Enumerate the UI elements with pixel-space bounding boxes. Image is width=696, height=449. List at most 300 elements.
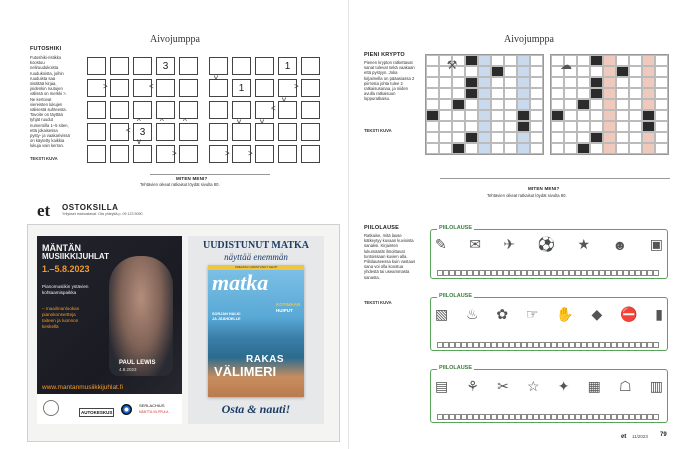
down-v-sign: v [137, 137, 141, 146]
crossword-cell[interactable] [517, 99, 530, 110]
mantan-url[interactable]: www.mantanmusiikkijuhlat.fi [42, 384, 123, 391]
crossword-cell[interactable] [590, 143, 603, 154]
plant-icon: ⚘ [466, 378, 479, 394]
futo-cell[interactable] [255, 57, 274, 75]
crossword-cell[interactable] [530, 99, 543, 110]
crossword-cell[interactable] [655, 143, 668, 154]
crossword-cell[interactable] [439, 143, 452, 154]
crossword-cell[interactable] [590, 55, 603, 66]
crossword-cell[interactable] [478, 110, 491, 121]
krypto-instructions: Pienen krypton ratkettavat sanat tulevat sekä vaakaan että pystyyn. Joka kirjaimella on pääasiassa 2 piirrosta johta tulee 2 ratkaisusanaa, ja niiden avulla ratkaisuun loppuratkaisu. [364, 60, 415, 102]
crossword-cell[interactable] [530, 121, 543, 132]
mantan-artist: PAUL LEWIS [119, 360, 156, 366]
crossword-cell[interactable] [642, 132, 655, 143]
piilolause-box-label: PIILOLAUSE [439, 293, 473, 299]
answer-boxes-1 [437, 270, 659, 276]
crossword-cell[interactable] [577, 55, 590, 66]
futo-cell[interactable] [209, 57, 228, 75]
crossword-cell[interactable] [577, 88, 590, 99]
right-section-title: Aivojumppa [504, 34, 554, 45]
crossword-cell[interactable] [642, 55, 655, 66]
less-than-sign: < [126, 126, 131, 135]
crossword-cell[interactable] [590, 66, 603, 77]
spread-divider [348, 0, 349, 449]
crossword-cell[interactable] [642, 66, 655, 77]
crossword-cell[interactable] [577, 110, 590, 121]
futo-cell[interactable] [301, 123, 320, 141]
greater-than-sign: > [172, 149, 177, 158]
matka-masthead: matka [212, 270, 269, 295]
crossword-cell[interactable] [504, 55, 517, 66]
futo-cell[interactable] [110, 123, 129, 141]
crossword-cell[interactable] [465, 121, 478, 132]
futo-cell[interactable] [133, 57, 152, 75]
futo-cell[interactable] [179, 57, 198, 75]
crossword-cell[interactable] [655, 88, 668, 99]
answer-letter-box[interactable] [653, 270, 659, 276]
futo-cell[interactable] [110, 101, 129, 119]
down-v-sign: v [260, 117, 264, 126]
futoshiki-grid-1 [87, 57, 198, 163]
crossword-cell[interactable] [629, 110, 642, 121]
futo-cell[interactable] [209, 123, 228, 141]
crossword-cell[interactable] [551, 143, 564, 154]
futo-cell[interactable] [87, 101, 106, 119]
crossword-cell[interactable] [642, 143, 655, 154]
crossword-cell[interactable] [551, 132, 564, 143]
crossword-cell[interactable] [491, 77, 504, 88]
matka-cta[interactable]: Osta & nauti! [221, 402, 291, 416]
futoshiki-credit: TEKSTI KUVA [30, 156, 58, 161]
crossword-cell[interactable] [629, 121, 642, 132]
futoshiki-grid-2 [209, 57, 320, 163]
crossword-cell[interactable] [517, 110, 530, 121]
futo-cell[interactable] [232, 101, 251, 119]
mantan-copy1: Pianomusiikin ystävien kohtaamispaikka [42, 284, 89, 295]
crossword-cell[interactable] [465, 110, 478, 121]
mantan-ad[interactable] [37, 236, 182, 424]
futo-cell[interactable] [110, 145, 129, 163]
crossword-cell[interactable] [642, 77, 655, 88]
crossword-cell[interactable] [577, 66, 590, 77]
piilolause-box-label: PIILOLAUSE [439, 225, 473, 231]
crossword-cell[interactable] [439, 110, 452, 121]
crossword-cell[interactable] [629, 66, 642, 77]
crossword-cell[interactable] [616, 143, 629, 154]
crossword-cell[interactable] [426, 99, 439, 110]
matka-valimeri: VÄLIMERI [214, 364, 277, 379]
ads-section-subtitle: Yritykset mainostavat. Ota yhteyttä p. 09 123 5090 [62, 212, 143, 216]
crossword-cell[interactable] [491, 110, 504, 121]
steam-icon: ♨ [466, 306, 479, 322]
piilolause-box-3 [430, 365, 668, 423]
crossword-cell[interactable] [465, 99, 478, 110]
crossword-cell[interactable] [452, 132, 465, 143]
crossword-cell[interactable] [530, 143, 543, 154]
crossword-cell[interactable] [452, 143, 465, 154]
up-caret-sign: ^ [183, 117, 187, 126]
crossword-cell[interactable] [491, 143, 504, 154]
crossword-cell[interactable] [478, 77, 491, 88]
piilolause-credit: TEKSTI KUVA [364, 300, 392, 305]
futo-cell[interactable] [255, 123, 274, 141]
envelope-icon: ✉ [469, 236, 481, 252]
crossword-cell[interactable] [452, 88, 465, 99]
mantan-title-line1: MÄNTÄN [42, 243, 81, 253]
piilolause-icons-2 [435, 306, 663, 323]
crossword-cell[interactable] [590, 77, 603, 88]
crossword-cell[interactable] [629, 77, 642, 88]
crossword-cell[interactable] [590, 110, 603, 121]
crossword-cell[interactable] [564, 132, 577, 143]
crossword-cell[interactable] [530, 88, 543, 99]
crossword-cell[interactable] [551, 110, 564, 121]
crossword-cell[interactable] [564, 77, 577, 88]
futo-cell[interactable] [156, 145, 175, 163]
ball-icon: ⚽ [537, 236, 556, 252]
piilolause-heading: PIILOLAUSE [364, 225, 400, 231]
crossword-cell[interactable] [530, 132, 543, 143]
star-icon: ★ [577, 236, 591, 252]
crossword-cell[interactable] [603, 88, 616, 99]
footer-issue: 11/2023 [632, 434, 648, 439]
futo-cell[interactable] [301, 101, 320, 119]
crossword-cell[interactable] [504, 88, 517, 99]
crossword-cell[interactable] [439, 121, 452, 132]
up-caret-sign: ^ [137, 117, 141, 126]
crossword-cell[interactable] [530, 55, 543, 66]
crossword-cell[interactable] [491, 132, 504, 143]
crossword-cell[interactable] [426, 66, 439, 77]
crossword-cell[interactable] [577, 121, 590, 132]
crossword-cell[interactable] [478, 132, 491, 143]
left-miten-meni-title: MITEN MENI? [176, 176, 208, 181]
crossword-cell[interactable] [426, 88, 439, 99]
crossword-cell[interactable] [616, 121, 629, 132]
crossword-cell[interactable] [642, 121, 655, 132]
crossword-cell[interactable] [517, 132, 530, 143]
futo-cell[interactable] [156, 123, 175, 141]
crossword-cell[interactable] [504, 66, 517, 77]
futo-cell[interactable] [278, 101, 297, 119]
crossword-cell[interactable] [564, 88, 577, 99]
futo-cell[interactable] [87, 145, 106, 163]
crossword-cell[interactable] [655, 110, 668, 121]
crossword-cell[interactable] [603, 66, 616, 77]
crossword-cell[interactable] [616, 55, 629, 66]
futo-cell[interactable] [301, 145, 320, 163]
futo-cell[interactable] [133, 145, 152, 163]
crossword-cell[interactable] [517, 88, 530, 99]
crossword-cell[interactable] [452, 77, 465, 88]
face-icon: ☻ [612, 236, 628, 253]
crossword-cell[interactable] [603, 143, 616, 154]
answer-letter-box[interactable] [653, 414, 659, 420]
crossword-cell[interactable] [478, 88, 491, 99]
flower-icon: ✿ [496, 306, 509, 322]
futo-cell[interactable] [179, 101, 198, 119]
crossword-cell[interactable] [491, 66, 504, 77]
rake-clue-icon: ⚒ [446, 58, 458, 72]
crossword-cell[interactable] [655, 121, 668, 132]
futo-cell[interactable] [278, 79, 297, 97]
crossword-cell[interactable] [491, 99, 504, 110]
less-than-sign: < [271, 104, 276, 113]
crossword-cell[interactable] [629, 132, 642, 143]
crossword-cell[interactable] [530, 77, 543, 88]
crossword-cell[interactable] [478, 121, 491, 132]
futo-cell[interactable] [133, 101, 152, 119]
futo-cell[interactable] [232, 145, 251, 163]
crossword-cell[interactable] [517, 66, 530, 77]
sponsor-logo-icon [43, 400, 59, 416]
crossword-cell[interactable] [551, 88, 564, 99]
crossword-cell[interactable] [655, 66, 668, 77]
matka-headline1: UUDISTUNUT MATKA [202, 240, 310, 251]
crossword-cell[interactable] [465, 77, 478, 88]
crossword-cell[interactable] [426, 110, 439, 121]
crossword-cell[interactable] [577, 77, 590, 88]
crossword-cell[interactable] [603, 121, 616, 132]
piilolause-icons-3 [435, 378, 663, 395]
crossword-cell[interactable] [478, 66, 491, 77]
birdcage-icon: ▥ [649, 378, 663, 394]
crossword-cell[interactable] [616, 66, 629, 77]
futo-cell[interactable] [232, 123, 251, 141]
crossword-cell[interactable] [655, 99, 668, 110]
matka-side-text: SORJAN HALKI JA JÄÄHDELLE [212, 312, 241, 321]
crossword-cell[interactable] [491, 88, 504, 99]
krypto-credit: TEKSTI KUVA [364, 128, 392, 133]
right-miten-meni-text: Tehtävien oikeat ratkaisut löydät sivulta 80. [487, 193, 567, 198]
crossword-cell[interactable] [439, 88, 452, 99]
crossword-cell[interactable] [517, 77, 530, 88]
crossword-cell[interactable] [478, 99, 491, 110]
futo-cell[interactable] [209, 145, 228, 163]
hand-icon: ✋ [556, 306, 574, 322]
crossword-cell[interactable] [439, 99, 452, 110]
krypto-heading: PIENI KRYPTO [364, 52, 405, 58]
crossword-cell[interactable] [426, 55, 439, 66]
crossword-cell[interactable] [465, 66, 478, 77]
crossword-cell[interactable] [603, 99, 616, 110]
deer-icon: ☆ [527, 378, 540, 394]
crossword-cell[interactable] [629, 143, 642, 154]
book-icon: ▦ [587, 378, 601, 394]
matka-tag2: HUIPUT [276, 308, 293, 313]
futo-cell[interactable] [110, 79, 129, 97]
pianist-photo [109, 256, 173, 376]
crossword-cell[interactable] [564, 99, 577, 110]
crossword-cell[interactable] [616, 110, 629, 121]
ads-section-title: OSTOKSILLA [62, 203, 119, 212]
piilolause-box-1 [430, 225, 668, 279]
crossword-cell[interactable] [564, 143, 577, 154]
crossword-cell[interactable] [530, 110, 543, 121]
futo-cell[interactable] [209, 101, 228, 119]
futo-cell[interactable] [301, 79, 320, 97]
piilolause-box-label: PIILOLAUSE [439, 365, 473, 371]
stop-sign-icon: ⛔ [620, 306, 638, 322]
futo-cell[interactable] [87, 57, 106, 75]
crossword-cell[interactable] [478, 143, 491, 154]
crossword-cell[interactable] [504, 143, 517, 154]
crossword-cell[interactable] [590, 88, 603, 99]
owl-icon: ▤ [435, 378, 449, 394]
crossword-cell[interactable] [577, 132, 590, 143]
futo-cell[interactable] [255, 101, 274, 119]
crossword-cell[interactable] [642, 110, 655, 121]
crossword-cell[interactable] [504, 132, 517, 143]
crossword-cell[interactable] [616, 99, 629, 110]
crossword-cell[interactable] [465, 143, 478, 154]
basket-icon: ▧ [435, 306, 449, 322]
right-miten-meni-title: MITEN MENI? [528, 186, 560, 191]
crossword-cell[interactable] [551, 77, 564, 88]
greater-than-sign: > [225, 149, 230, 158]
crossword-cell[interactable] [551, 99, 564, 110]
matka-headline2: näyttää enemmän [224, 252, 288, 262]
sponsor-autokeskus: AUTOKESKUS [81, 410, 113, 415]
greater-than-sign: > [294, 82, 299, 91]
piilolause-instructions: Ratkaise, mitä lause kätkeytyy kuvaan kuvioista sanaksi. Kirjainten lukumäärät ilmoittavat tuntoissaan kuvien alla. Piilolauseessa kuin vastaus sana voi olla koostua yhdestä tai useammasta sanasta. [364, 233, 416, 280]
futo-cell[interactable] [179, 123, 198, 141]
futo-cell[interactable] [301, 57, 320, 75]
crossword-cell[interactable] [590, 121, 603, 132]
crossword-cell[interactable] [564, 121, 577, 132]
less-than-sign: < [149, 82, 154, 91]
down-v-sign: v [282, 95, 286, 104]
crossword-cell[interactable] [603, 132, 616, 143]
bmw-logo-icon [121, 404, 132, 415]
crossword-cell[interactable] [616, 77, 629, 88]
mantan-title-line2: MUSIIKKIJUHLAT [42, 252, 109, 261]
airplane-icon: ✈ [503, 236, 516, 252]
piilolause-box-2 [430, 293, 668, 351]
crossword-cell[interactable] [590, 132, 603, 143]
answer-letter-box[interactable] [653, 342, 659, 348]
scissors-icon: ✂ [497, 378, 509, 394]
crossword-cell[interactable] [655, 132, 668, 143]
crossword-cell[interactable] [616, 88, 629, 99]
crossword-cell[interactable] [491, 55, 504, 66]
crossword-cell[interactable] [426, 121, 439, 132]
crossword-cell[interactable] [439, 132, 452, 143]
et-logo: et [37, 201, 51, 220]
futoshiki-instructions: Futoshiki-ristikko koostuu neliruudukoista ruudukoista, joihin ruuduista saa sisältää kirjaa, joidenkin ruutujen välissä on merkki >. Ne kertovat viereisten lukujen välisestä suhteesta. Tavoite on täyttää tyhjät ruudut numeroilla 1–5 siten, että jokaisessa pysty- ja vaakarivissä on käytetty kaikkia lukuja vain kerran. [30, 55, 70, 149]
futo-cell[interactable] [278, 123, 297, 141]
house-icon: ☖ [619, 378, 632, 394]
crossword-cell[interactable] [504, 110, 517, 121]
matka-rakas: RAKAS [246, 354, 285, 365]
crossword-cell[interactable] [491, 121, 504, 132]
left-section-title: Aivojumppa [150, 34, 200, 45]
crossword-cell[interactable] [465, 88, 478, 99]
crossword-cell[interactable] [504, 99, 517, 110]
crossword-cell[interactable] [629, 88, 642, 99]
crossword-cell[interactable] [616, 132, 629, 143]
crossword-cell[interactable] [642, 88, 655, 99]
futo-cell[interactable] [278, 145, 297, 163]
futo-given-cell: 3 [156, 57, 175, 75]
compass-icon: ✦ [557, 378, 570, 394]
futo-given-cell: 1 [232, 79, 251, 97]
crossword-cell[interactable] [478, 55, 491, 66]
crossword-cell[interactable] [577, 99, 590, 110]
futo-cell[interactable] [87, 123, 106, 141]
crossword-cell[interactable] [655, 55, 668, 66]
crossword-cell[interactable] [452, 121, 465, 132]
futo-cell[interactable] [255, 145, 274, 163]
sponsor-serlachius: SERLACHIUS [139, 403, 165, 408]
crossword-cell[interactable] [577, 143, 590, 154]
crossword-cell[interactable] [603, 77, 616, 88]
footer-logo: et [621, 432, 627, 440]
crossword-cell[interactable] [629, 55, 642, 66]
footer-page-number: 79 [660, 432, 667, 438]
crossword-cell[interactable] [551, 121, 564, 132]
crossword-cell[interactable] [439, 77, 452, 88]
mantan-dates: 1.–5.8.2023 [42, 264, 90, 274]
crossword-cell[interactable] [426, 143, 439, 154]
crossword-cell[interactable] [504, 77, 517, 88]
crossword-cell[interactable] [564, 110, 577, 121]
bottle-icon: ▮ [655, 306, 663, 322]
matka-ad[interactable] [188, 236, 324, 424]
futo-cell[interactable] [156, 101, 175, 119]
crossword-cell[interactable] [642, 99, 655, 110]
crossword-cell[interactable] [590, 99, 603, 110]
matka-tag1: KOTIMAAN [276, 302, 301, 307]
crossword-cell[interactable] [452, 110, 465, 121]
crossword-cell[interactable] [452, 99, 465, 110]
futo-cell[interactable] [179, 79, 198, 97]
crossword-cell[interactable] [517, 55, 530, 66]
crossword-cell[interactable] [465, 55, 478, 66]
crossword-cell[interactable] [655, 77, 668, 88]
crossword-cell[interactable] [603, 110, 616, 121]
plane-clue-icon: ☁ [560, 58, 572, 72]
futo-cell[interactable] [179, 145, 198, 163]
up-caret-sign: ^ [160, 117, 164, 126]
crossword-cell[interactable] [426, 77, 439, 88]
crossword-cell[interactable] [517, 121, 530, 132]
crossword-cell[interactable] [629, 99, 642, 110]
left-miten-meni-text: Tehtävien oikeat ratkaisut löydät sivulta 80. [140, 182, 220, 187]
crossword-cell[interactable] [426, 132, 439, 143]
crossword-cell[interactable] [530, 66, 543, 77]
crossword-cell[interactable] [465, 132, 478, 143]
down-v-sign: v [214, 73, 218, 82]
futo-cell[interactable] [133, 79, 152, 97]
crossword-cell[interactable] [603, 55, 616, 66]
crossword-cell[interactable] [517, 143, 530, 154]
left-rule [150, 174, 270, 175]
crossword-cell[interactable] [504, 121, 517, 132]
pointing-hand-icon: ☞ [525, 306, 539, 322]
futo-cell[interactable] [87, 79, 106, 97]
sponsor-mantta: MÄNTTÄ-VILPPULA [139, 410, 169, 414]
futo-cell[interactable] [255, 79, 274, 97]
flag-icon: ▣ [649, 236, 663, 252]
futo-cell[interactable] [209, 79, 228, 97]
piilolause-icons-1 [435, 236, 663, 253]
futo-cell[interactable] [110, 57, 129, 75]
pencil-icon: ✎ [435, 236, 447, 252]
futo-cell[interactable] [232, 57, 251, 75]
right-rule [440, 178, 670, 179]
futo-cell[interactable] [156, 79, 175, 97]
